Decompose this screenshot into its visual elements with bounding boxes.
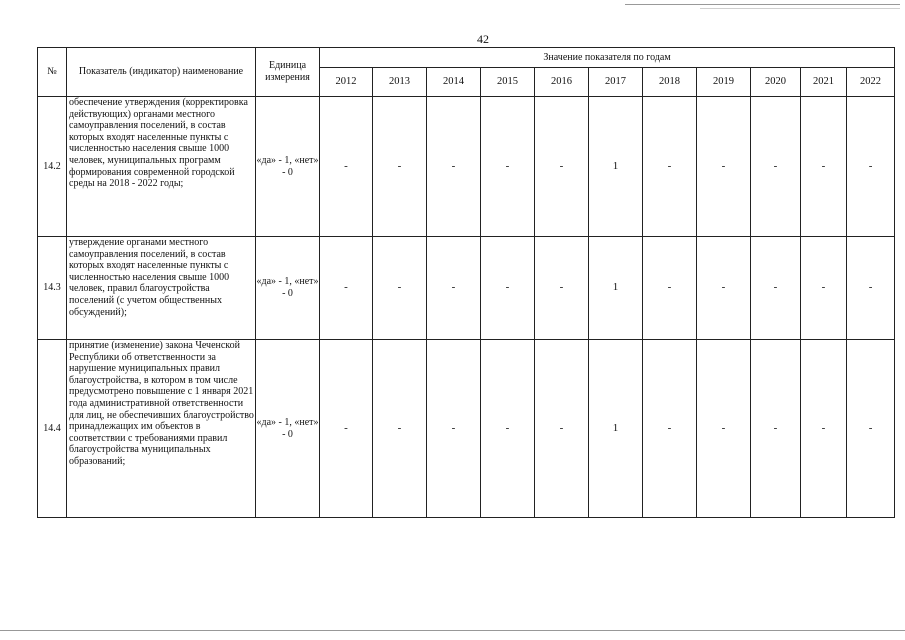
row-year-value: - bbox=[481, 97, 535, 237]
row-year-value: - bbox=[320, 340, 373, 518]
header-year: 2012 bbox=[320, 68, 373, 97]
row-year-value: - bbox=[320, 97, 373, 237]
row-year-value: - bbox=[643, 97, 697, 237]
row-year-value: - bbox=[847, 237, 895, 340]
row-year-value: - bbox=[373, 237, 427, 340]
row-year-value: - bbox=[847, 340, 895, 518]
row-year-value: - bbox=[643, 340, 697, 518]
row-year-value: 1 bbox=[589, 237, 643, 340]
row-unit: «да» - 1, «нет» - 0 bbox=[256, 97, 320, 237]
header-year: 2014 bbox=[427, 68, 481, 97]
header-no: № bbox=[38, 48, 67, 97]
row-year-value: - bbox=[847, 97, 895, 237]
row-year-value: - bbox=[481, 237, 535, 340]
row-year-value: - bbox=[801, 340, 847, 518]
row-number: 14.4 bbox=[38, 340, 67, 518]
row-unit: «да» - 1, «нет» - 0 bbox=[256, 340, 320, 518]
page-number: 42 bbox=[477, 32, 489, 46]
row-unit: «да» - 1, «нет» - 0 bbox=[256, 237, 320, 340]
row-year-value: - bbox=[427, 340, 481, 518]
header-values-group: Значение показателя по годам bbox=[320, 48, 895, 68]
header-indicator: Показатель (индикатор) наименование bbox=[67, 48, 256, 97]
row-year-value: - bbox=[751, 340, 801, 518]
scan-artifact-top bbox=[625, 4, 900, 5]
table-row bbox=[38, 237, 895, 340]
row-year-value: - bbox=[697, 237, 751, 340]
row-year-value: - bbox=[697, 97, 751, 237]
row-year-value: - bbox=[427, 237, 481, 340]
row-year-value: - bbox=[697, 340, 751, 518]
row-year-value: - bbox=[801, 97, 847, 237]
row-year-value: - bbox=[373, 97, 427, 237]
row-number: 14.2 bbox=[38, 97, 67, 237]
row-year-value: 1 bbox=[589, 340, 643, 518]
row-indicator-name: обеспечение утверждения (корректировка действующих) органами местного самоуправления поселений, в состав которых входят населенные пункты с численностью населения свыше 1000 человек, муниципальных программ формирования современной городской среды на 2018 - 2022 годы; bbox=[67, 97, 256, 237]
indicators-table bbox=[37, 47, 895, 518]
header-year: 2016 bbox=[535, 68, 589, 97]
header-year: 2017 bbox=[589, 68, 643, 97]
row-year-value: - bbox=[481, 340, 535, 518]
row-year-value: - bbox=[535, 340, 589, 518]
scan-artifact-top-2 bbox=[700, 8, 900, 9]
header-year: 2019 bbox=[697, 68, 751, 97]
row-year-value: - bbox=[535, 237, 589, 340]
row-number: 14.3 bbox=[38, 237, 67, 340]
header-year: 2021 bbox=[801, 68, 847, 97]
row-year-value: - bbox=[643, 237, 697, 340]
row-year-value: - bbox=[751, 97, 801, 237]
scan-artifact-bottom bbox=[0, 630, 905, 631]
row-year-value: - bbox=[751, 237, 801, 340]
header-year: 2022 bbox=[847, 68, 895, 97]
row-indicator-name: утверждение органами местного самоуправления поселений, в состав которых входят населенные пункты с численностью населения свыше 1000 человек, правил благоустройства поселений (с учетом общественных обсуждений); bbox=[67, 237, 256, 340]
row-year-value: - bbox=[373, 340, 427, 518]
row-year-value: 1 bbox=[589, 97, 643, 237]
header-year: 2018 bbox=[643, 68, 697, 97]
table-body bbox=[38, 97, 895, 518]
row-indicator-name: принятие (изменение) закона Чеченской Республики об ответственности за нарушение муниципальных правил благоустройства, в котором в том числе предусмотрено повышение с 1 января 2021 года административной ответственности для лиц, не обеспечивших благоустройство принадлежащих им объектов в соответствии с требованиями правил благоустройства муниципальных образований; bbox=[67, 340, 256, 518]
table-header bbox=[38, 48, 895, 97]
row-year-value: - bbox=[535, 97, 589, 237]
row-year-value: - bbox=[427, 97, 481, 237]
row-year-value: - bbox=[320, 237, 373, 340]
row-year-value: - bbox=[801, 237, 847, 340]
header-year: 2015 bbox=[481, 68, 535, 97]
header-unit: Единица измерения bbox=[256, 48, 320, 97]
header-year: 2013 bbox=[373, 68, 427, 97]
table-row bbox=[38, 97, 895, 237]
header-year: 2020 bbox=[751, 68, 801, 97]
table-row bbox=[38, 340, 895, 518]
